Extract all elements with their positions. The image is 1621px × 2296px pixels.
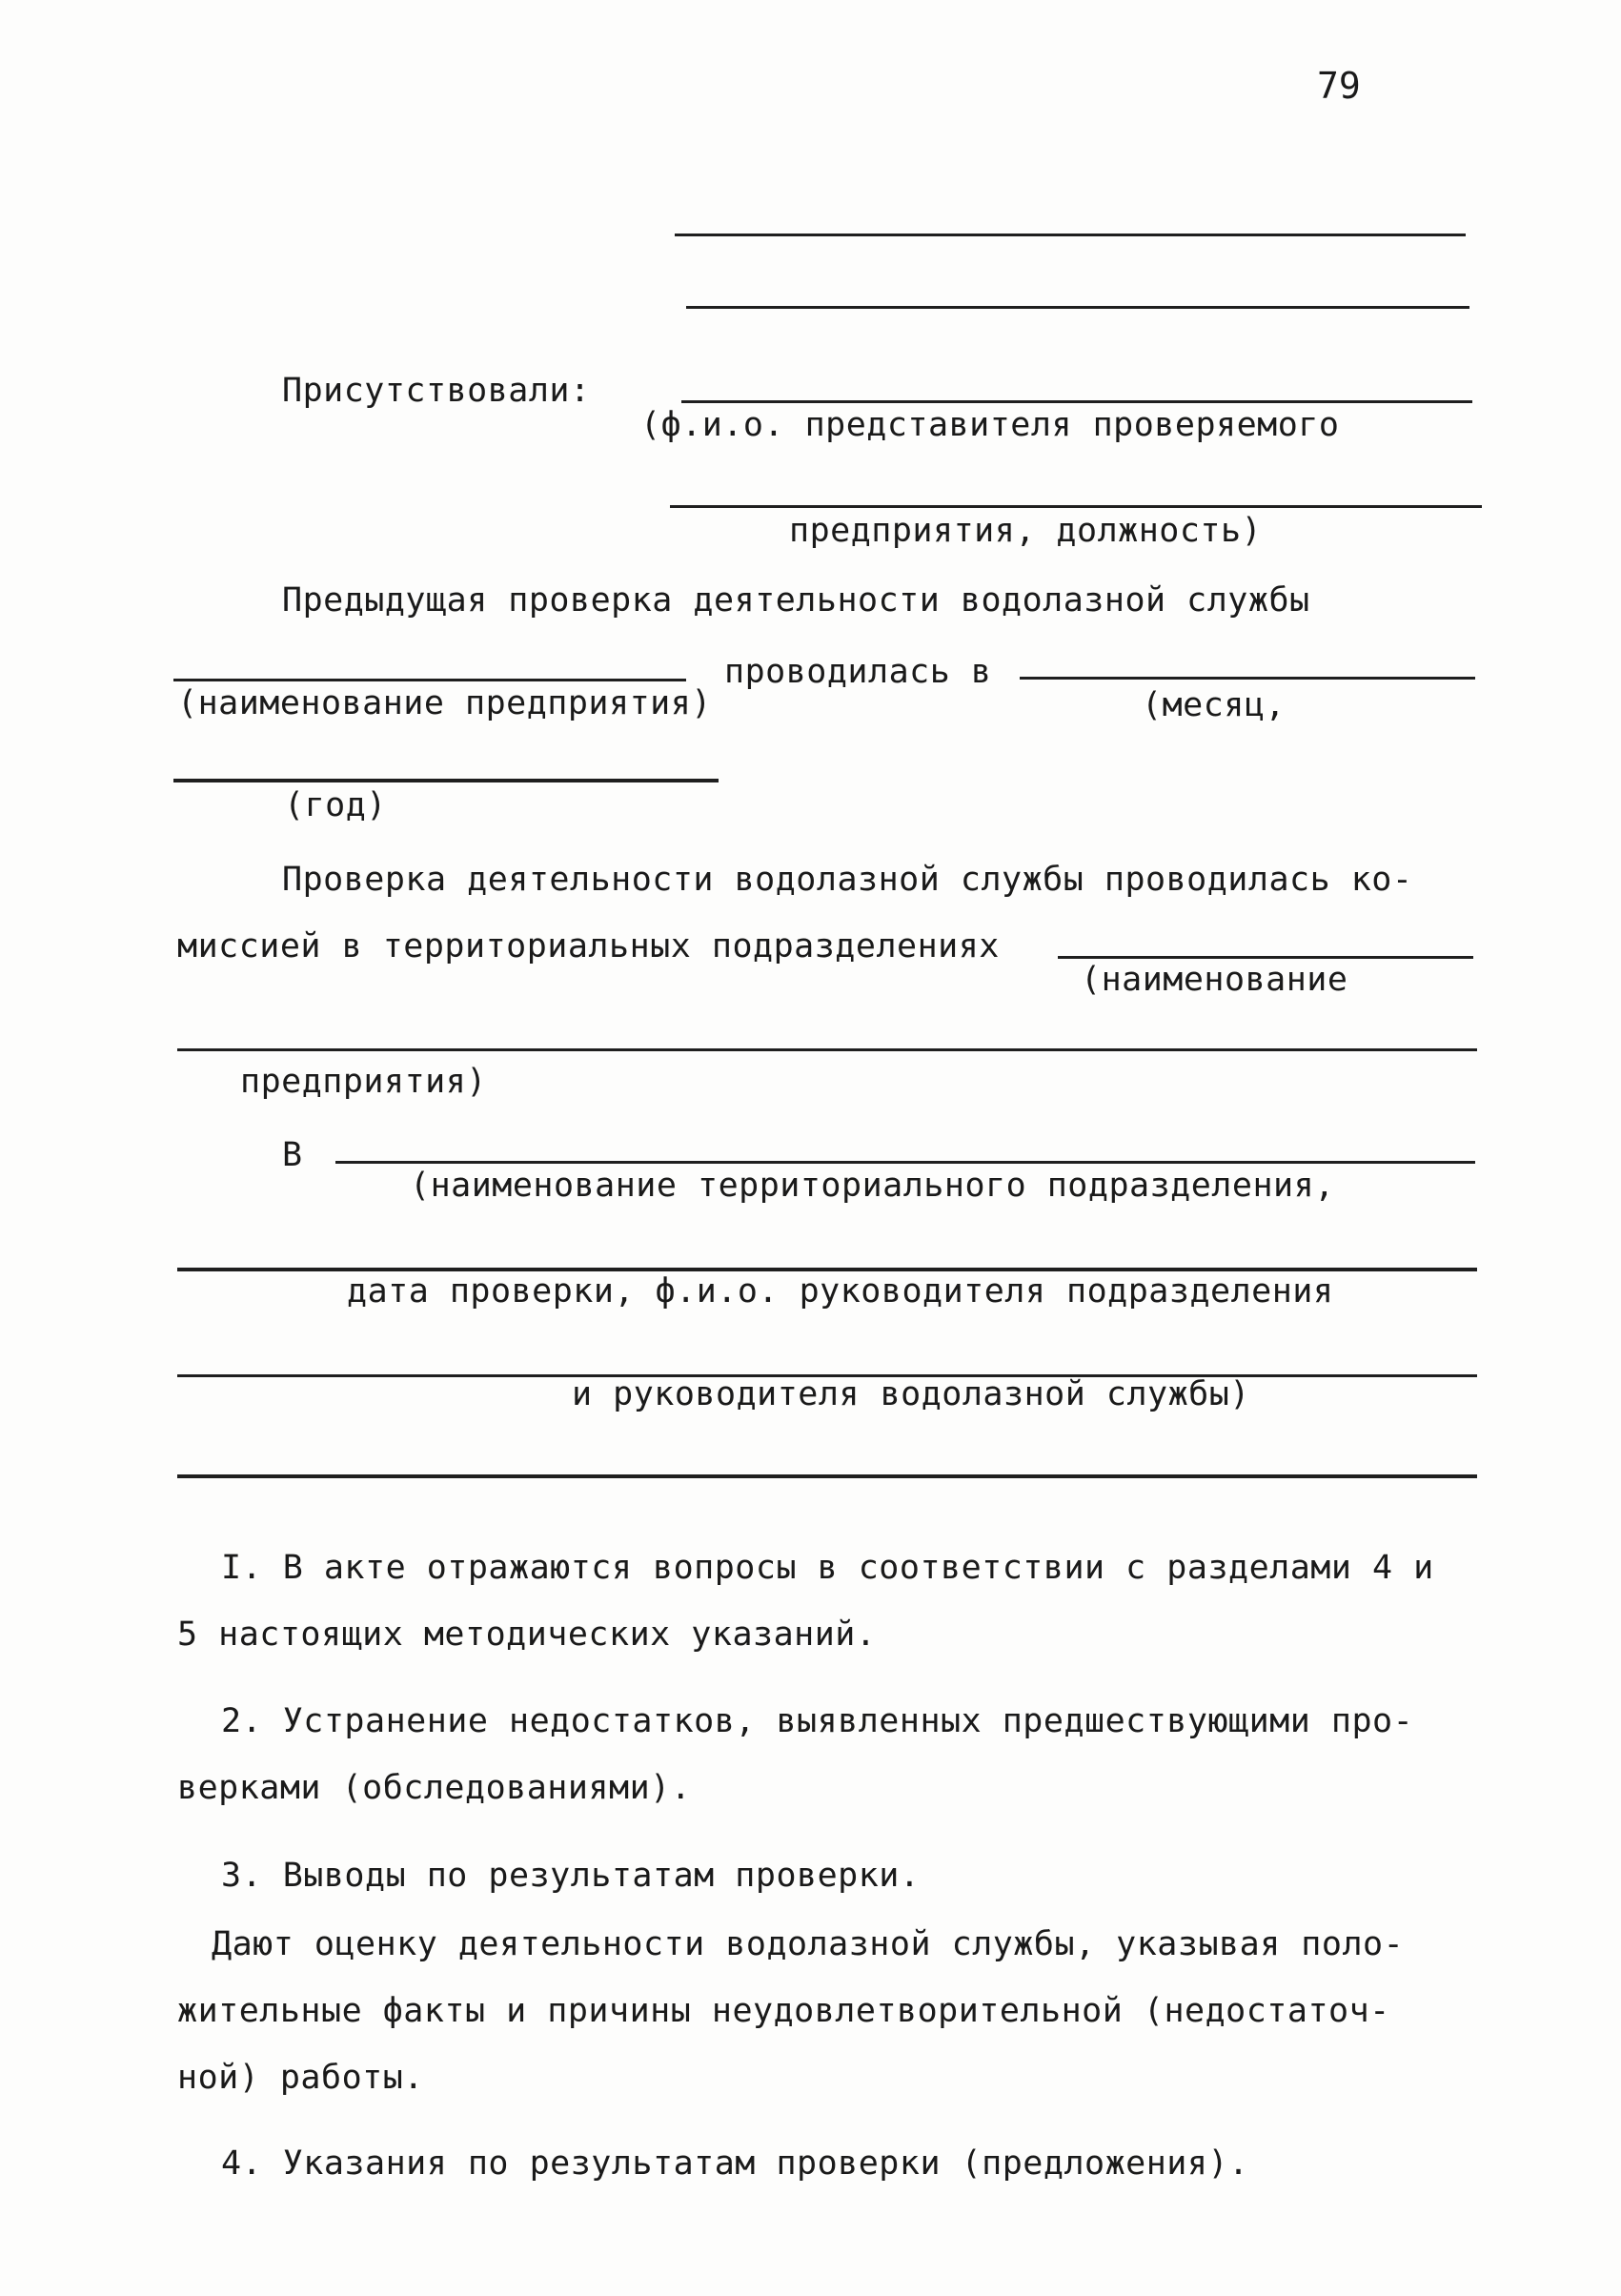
caption-territorial: (наименование территориального подразделения,: [410, 1167, 1335, 1205]
caption-year: (год): [284, 786, 387, 824]
note-3-line-1: 3. Выводы по результатам проверки.: [221, 1857, 921, 1895]
note-3-line-2: Дают оценку деятельности водолазной службы, указывая поло-: [212, 1925, 1405, 1963]
caption-head-diving: и руководителя водолазной службы): [572, 1375, 1250, 1413]
note-3-line-4: ной) работы.: [177, 2059, 424, 2097]
present-label: Присутствовали:: [282, 372, 591, 410]
caption-name: (наименование: [1081, 961, 1348, 999]
caption-fio-representative: (ф.и.о. представителя проверяемого: [640, 406, 1340, 444]
final-fill-line: [177, 1474, 1477, 1478]
representative-fill-line: [670, 505, 1482, 508]
check-text-line2: миссией в территориальных подразделениях: [177, 927, 1000, 965]
date-fill-line: [177, 1268, 1477, 1271]
note-4-line-1: 4. Указания по результатам проверки (предложения).: [221, 2144, 1249, 2183]
caption-date-check: дата проверки, ф.и.о. руководителя подразделения: [347, 1272, 1334, 1311]
caption-enterprise-position: предприятия, должность): [789, 512, 1263, 550]
note-2-line-1: 2. Устранение недостатков, выявленных предшествующими про-: [221, 1702, 1414, 1740]
year-fill-line: [173, 779, 719, 782]
enterprise-fill-line: [173, 679, 686, 681]
in-letter: В: [282, 1136, 303, 1174]
caption-month: (месяц,: [1142, 686, 1287, 724]
check-text-line1: Проверка деятельности водолазной службы проводилась ко-: [282, 861, 1413, 899]
subdivision-fill-line: [1058, 956, 1473, 959]
present-fill-line: [681, 400, 1472, 403]
caption-enterprise-name: (наименование предприятия): [177, 684, 712, 722]
note-1-line-2: 5 настоящих методических указаний.: [177, 1615, 877, 1654]
note-1-line-1: I. В акте отражаются вопросы в соответствии с разделами 4 и: [221, 1549, 1434, 1587]
page-number: 79: [1317, 65, 1361, 107]
territorial-fill-line: [335, 1161, 1475, 1164]
caption-enterprise-2: предприятия): [240, 1063, 487, 1101]
note-3-line-3: жительные факты и причины неудовлетворительной (недостаточ-: [177, 1992, 1390, 2030]
blank-line-2: [686, 306, 1469, 309]
note-2-line-2: верками (обследованиями).: [177, 1769, 692, 1807]
conducted-in-text: проводилась в: [724, 653, 992, 691]
blank-line-1: [675, 234, 1466, 236]
enterprise-name-fill-line: [177, 1048, 1477, 1051]
previous-check-text: Предыдущая проверка деятельности водолазной службы: [282, 581, 1310, 620]
month-fill-line: [1020, 677, 1475, 680]
